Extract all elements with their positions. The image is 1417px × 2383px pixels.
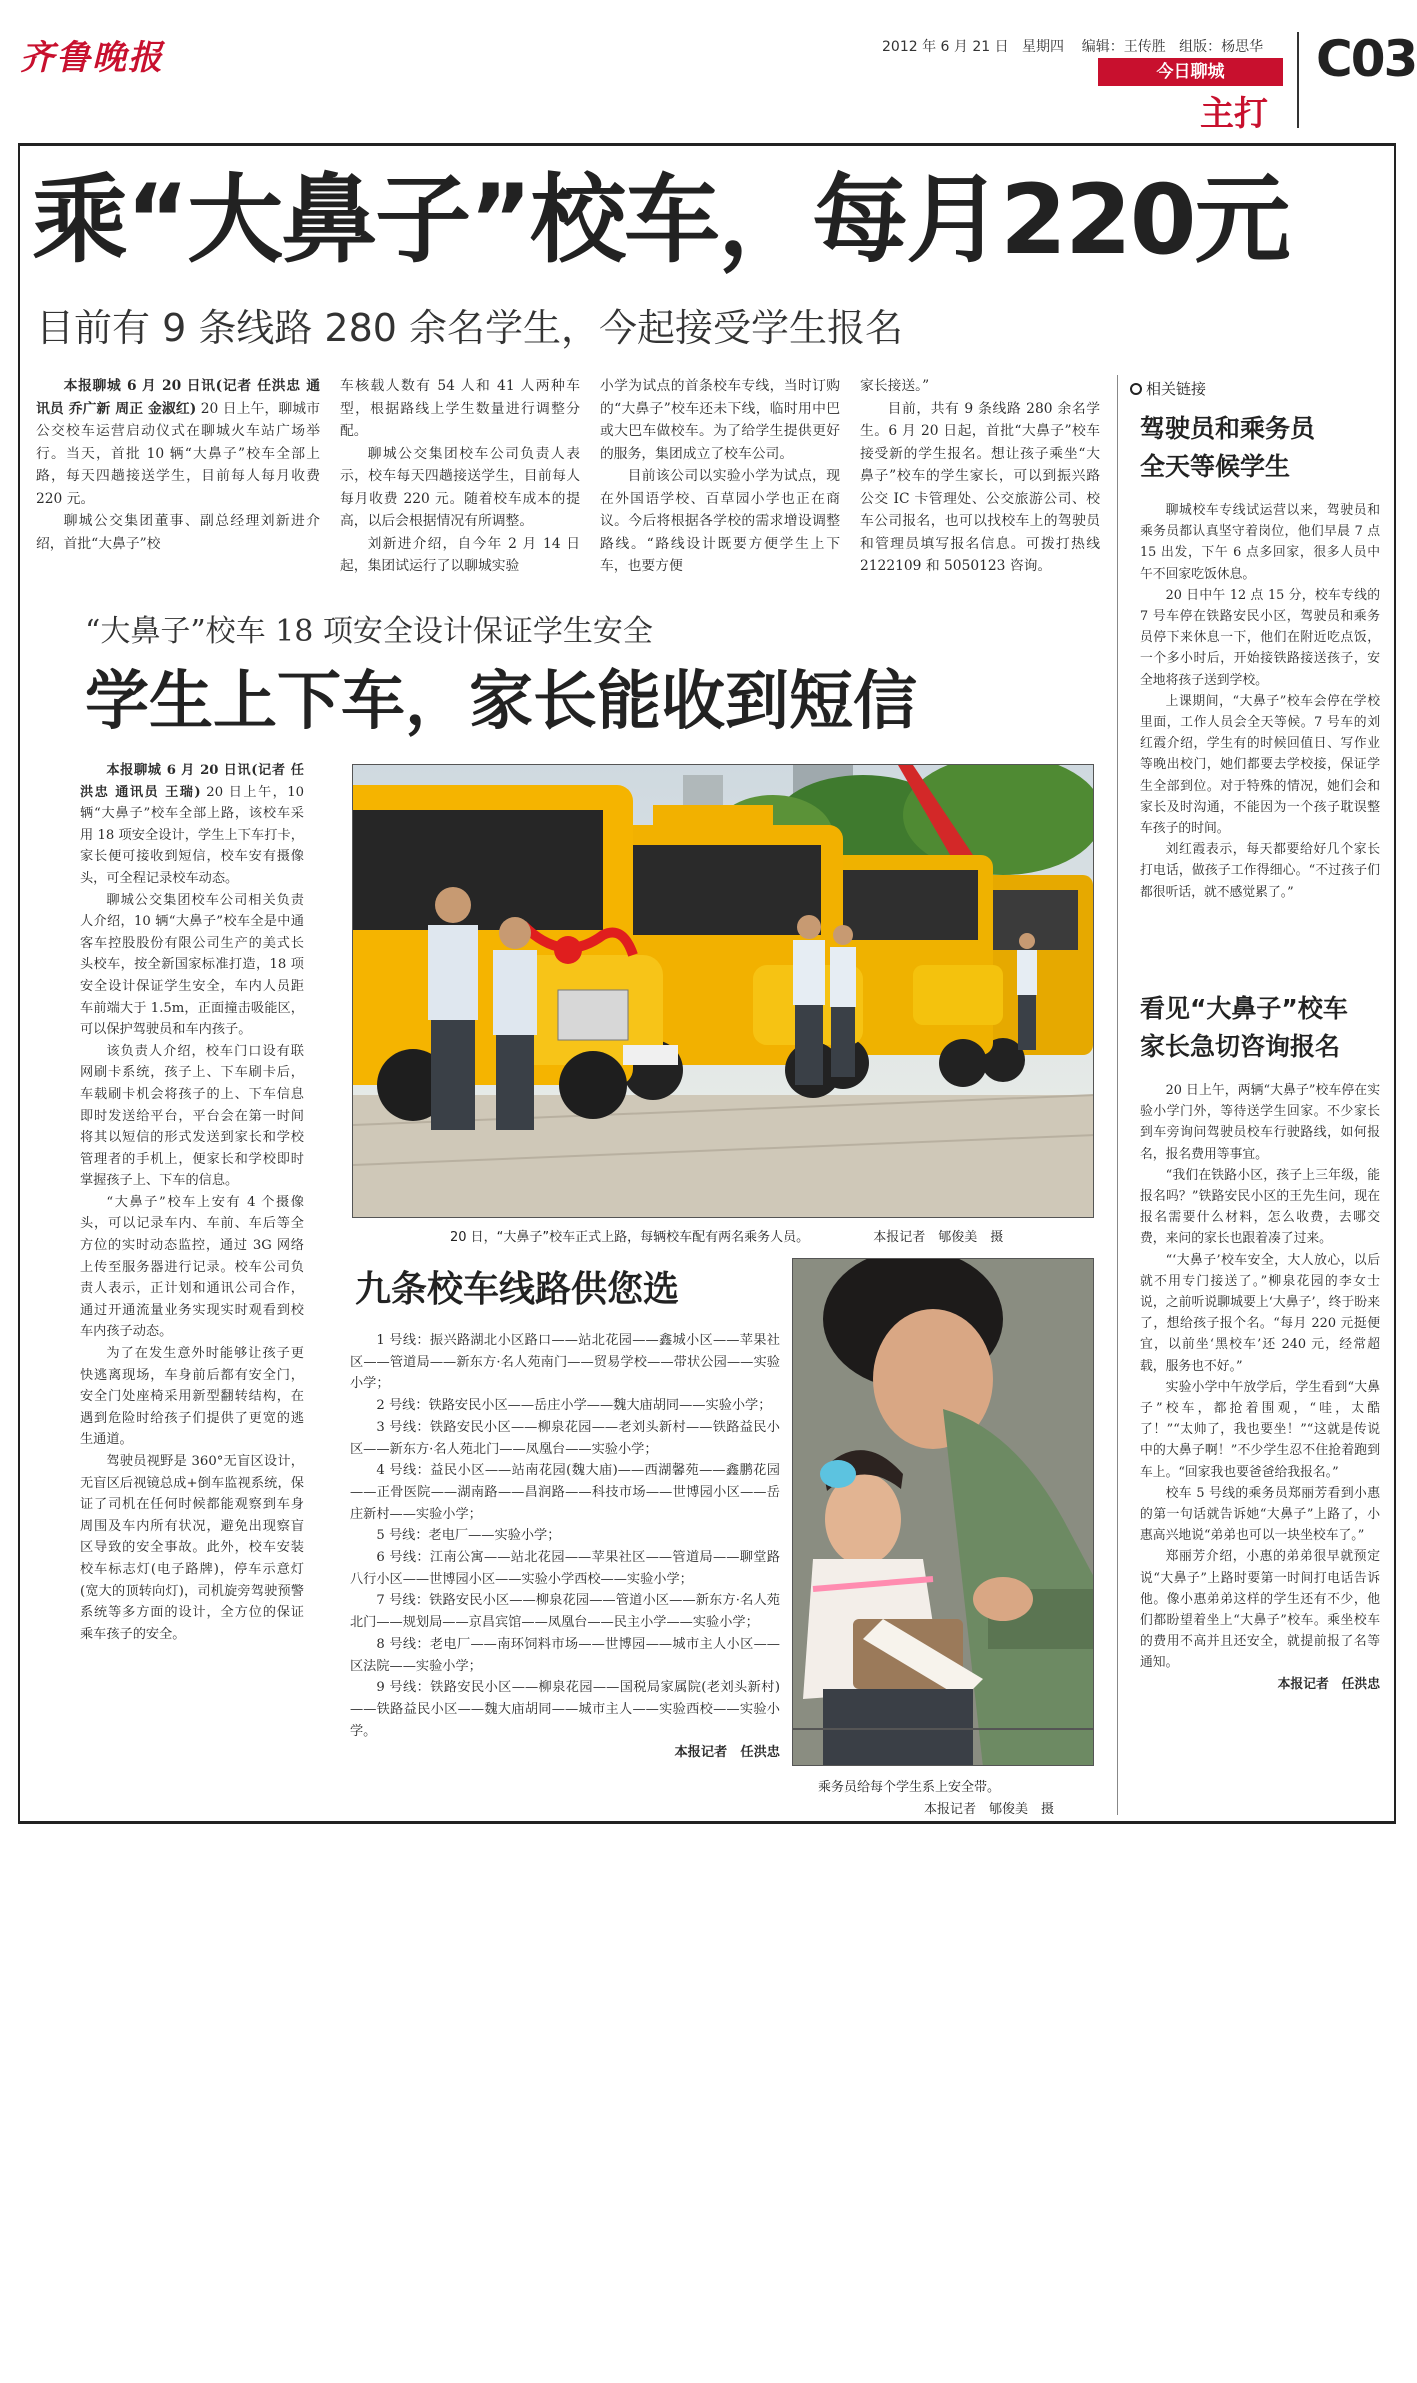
related-link-label xyxy=(1130,378,1206,399)
editor: 编辑：王传胜 xyxy=(1081,39,1166,55)
bus-photo xyxy=(352,764,1094,1218)
paragraph: 实验小学中午放学后，学生看到“大鼻子”校车，都抢着围观，“哇，太酷了！”“太帅了，我也要坐！”“这就是传说中的大鼻子啊！”不少学生忍不住抢着跑到车上。“回家我也要爸爸给我报名。” xyxy=(1140,1379,1380,1480)
sidebar-headline-2 xyxy=(1140,990,1348,1066)
paragraph: 聊城校车专线试运营以来，驾驶员和乘务员都认真坚守着岗位，他们早晨 7 点 15 出发，下午 6 点多回家，很多人员中午不回家吃饭休息。 xyxy=(1140,503,1380,582)
frame-bottom xyxy=(18,1821,1396,1824)
routes-credit: 本报记者 任洪忠 xyxy=(674,1745,780,1761)
paragraph: 聊城公交集团董事、副总经理刘新进介绍，首批“大鼻子”校 xyxy=(36,513,320,552)
paragraph: 20 日上午，两辆“大鼻子”校车停在实验小学门外，等待送学生回家。不少家长到车旁询问驾驶员校车行驶路线，如何报名，报名费用等事宜。 xyxy=(1140,1083,1380,1162)
bus-photo-caption xyxy=(450,1226,1003,1245)
paragraph: 车核载人数有 54 人和 41 人两种车型，根据路线上学生数量进行调整分配。 xyxy=(340,378,580,439)
photo-credit: 本报记者 郇俊美 摄 xyxy=(873,1230,1004,1245)
routes-heading: 九条校车线路供您选 xyxy=(355,1269,680,1310)
related-link-text: 相关链接 xyxy=(1146,380,1207,398)
main-col-2 xyxy=(340,375,580,585)
paragraph: 郑丽芳介绍，小惠的弟弟很早就预定说“大鼻子”上路时要第一时间打电话告诉他。像小惠弟弟这样的学生还有不少，他们都盼望着坐上“大鼻子”校车。乘坐校车的费用不高并且还安全，就提前报了名等通知。 xyxy=(1140,1549,1380,1671)
paragraph: 驾驶员视野是 360°无盲区设计，无盲区后视镜总成+倒车监视系统，保证了司机在任何时候都能观察到车身周围及车内所有状况，避免出现察盲区导致的安全事故。此外，校车安装校车标志灯(电子路牌)，停车示意灯(宽大的顶转向灯)，司机旋旁驾驶预警系统等多方面的设计，全方位的保证乘车孩子的安全。 xyxy=(80,1454,304,1642)
main-subheadline: 目前有 9 条线路 280 余名学生，今起接受学生报名 xyxy=(36,306,904,350)
seatbelt-photo xyxy=(792,1258,1094,1766)
main-col-3 xyxy=(600,375,840,585)
paragraph: “大鼻子”校车上安有 4 个摄像头，可以记录车内、车前、车后等全方位的实时动态监控，通过 3G 网络上传至服务器进行记录。校车公司负责人表示，正计划和通讯公司合作，通过开通流量业务实现实时观看到校车内孩子动态。 xyxy=(80,1194,304,1340)
paragraph: 刘红霞表示，每天都要给好几个家长打电话，做孩子工作得细心。“不过孩子们都很听话，就不感觉累了。” xyxy=(1140,842,1380,900)
route-item: 2 号线：铁路安民小区——岳庄小学——魏大庙胡同——实验小学； xyxy=(376,1398,772,1414)
headline-line: 全天等候学生 xyxy=(1140,452,1291,481)
paragraph: 为了在发生意外时能够让孩子更快逃离现场，车身前后都有安全门，安全门处座椅采用新型翻转结构，在遇到危险时给孩子们提供了更宽的逃生通道。 xyxy=(80,1346,304,1448)
date: 2012 年 6 月 21 日 xyxy=(882,39,1009,55)
bullet-icon xyxy=(1130,383,1142,395)
paragraph: 校车 5 号线的乘务员郑丽芳看到小惠的第一句话就告诉她“大鼻子”上路了，小惠高兴地说“弟弟也可以一块坐校车了。” xyxy=(1140,1485,1380,1544)
sidebar-article-2 xyxy=(1140,1080,1380,1810)
sub-section-label: 主打 xyxy=(1200,94,1268,134)
paragraph: 20 日上午，10 辆“大鼻子”校车全部上路，该校车采用 18 项安全设计，学生上下车打卡，家长便可接收到短信，校车安有摄像头，可全程记录校车动态。 xyxy=(80,784,304,886)
sidebar-divider xyxy=(1117,375,1118,1815)
main-headline: 乘“大鼻子”校车，每月220元 xyxy=(32,164,1289,276)
seatbelt-photo-credit: 本报记者 郇俊美 摄 xyxy=(924,1802,1055,1817)
second-story-headline: 学生上下车，家长能收到短信 xyxy=(85,665,917,739)
sidebar-headline-1 xyxy=(1140,410,1315,486)
bus-photo-illustration xyxy=(353,765,1094,1218)
route-item: 8 号线：老电厂——南环饲料市场——世博园——城市主人小区——区法院——实验小学； xyxy=(350,1636,780,1674)
paragraph: “我们在铁路小区，孩子上三年级，能报名吗？”铁路安民小区的王先生问，现在报名需要什么材料，怎么收费，去哪交费，来问的家长也跟着凑了过来。 xyxy=(1140,1167,1380,1247)
designer: 组版：杨思华 xyxy=(1179,39,1264,55)
frame-left xyxy=(18,143,20,1823)
paragraph: 上课期间，“大鼻子”校车会停在学校里面，工作人员会全天等候。7 号车的刘红霞介绍，学生有的时候回值日、写作业等晚出校门，她们都要去学校接，保证学生全部到位。对于特殊的情况，她们会和家长及时沟通，不能因为一个孩子耽误整车孩子的时间。 xyxy=(1140,693,1380,837)
headline-line: 看见“大鼻子”校车 xyxy=(1140,994,1348,1023)
paragraph: 刘新进介绍，自今年 2 月 14 日起，集团试运行了以聊城实验 xyxy=(340,535,580,574)
second-story-body xyxy=(80,760,304,1810)
caption-text: 20 日，“大鼻子”校车正式上路，每辆校车配有两名乘务人员。 xyxy=(450,1230,810,1245)
second-story-kicker: “大鼻子”校车 18 项安全设计保证学生安全 xyxy=(85,614,653,649)
page-number: C03 xyxy=(1316,30,1417,88)
seatbelt-photo-caption: 乘务员给每个学生系上安全带。 xyxy=(818,1780,1001,1795)
paragraph: 目前，共有 9 条线路 280 余名学生。6 月 20 日起，首批“大鼻子”校车接受新的学生报名。想让孩子乘坐“大鼻子”校车的学生家长，可以到振兴路公交 IC 卡管理处、公交旅游公司、校车公司报名，也可以找校车上的驾驶员和管理员填写报名信息。可拨打热线 2122109 和 5050123 咨询。 xyxy=(860,400,1100,574)
paragraph: 家长接送。” xyxy=(860,378,930,394)
headline-line: 驾驶员和乘务员 xyxy=(1140,414,1316,443)
sidebar-credit: 本报记者 任洪忠 xyxy=(1277,1676,1380,1692)
seatbelt-photo-illustration xyxy=(793,1259,1094,1766)
weekday: 星期四 xyxy=(1021,39,1064,55)
section-badge: 今日聊城 xyxy=(1098,58,1283,86)
dateline: 本报聊城 6 月 20 日讯(记者 任洪忠 通讯员 王瑞) xyxy=(80,763,304,800)
sidebar-article-1 xyxy=(1140,500,1380,970)
route-item: 4 号线：益民小区——站南花园(魏大庙)——西湖馨苑——鑫鹏花园——正骨医院——湖南路——昌润路——科技市场——世博园小区——岳庄新村——实验小学； xyxy=(350,1463,780,1522)
frame-right xyxy=(1394,143,1396,1823)
paragraph: 该负责人介绍，校车门口设有联网刷卡系统，孩子上、下车刷卡后，车载刷卡机会将孩子的上、下车信息即时发送给平台，平台会在第一时间将其以短信的形式发送到家长和学校管理者的手机上，便家长和学校即时掌握孩子上、下车的信息。 xyxy=(80,1043,304,1189)
routes-list xyxy=(350,1330,780,1820)
dateline: 本报聊城 6 月 20 日讯(记者 任洪忠 通讯员 乔广新 周正 金淑红) xyxy=(36,378,320,417)
headline-line: 家长急切咨询报名 xyxy=(1140,1032,1341,1061)
paragraph: “‘大鼻子’校车安全，大人放心，以后就不用专门接送了。”柳泉花园的李女士说，之前听说聊城要上‘大鼻子’，终于盼来了，想给孩子报个名。“每月 220 元挺便宜，以前坐‘黑校车’还 240 元，经常超载，服务也不好。” xyxy=(1140,1252,1380,1374)
main-col-4 xyxy=(860,375,1100,585)
paragraph: 聊城公交集团校车公司相关负责人介绍，10 辆“大鼻子”校车全是中通客车控股股份有限公司生产的美式长头校车，按全新国家标准打造，18 项安全设计保证学生安全，车内人员距车前端大于 1.5m，正面撞击吸能区，可以保护驾驶员和车内孩子。 xyxy=(80,892,304,1038)
header-dateline xyxy=(882,36,1263,56)
paragraph: 小学为试点的首条校车专线，当时订购的“大鼻子”校车还未下线，临时用中巴或大巴车做校车。为了给学生提供更好的服务，集团成立了校车公司。 xyxy=(600,378,840,462)
route-item: 5 号线：老电厂——实验小学； xyxy=(376,1528,561,1544)
route-item: 1 号线：振兴路湖北小区路口——站北花园——鑫城小区——苹果社区——管道局——新东方·名人苑南门——贸易学校——带状公园——实验小学； xyxy=(350,1333,780,1392)
header-divider xyxy=(1297,32,1299,128)
route-item: 3 号线：铁路安民小区——柳泉花园——老刘头新村——铁路益民小区——新东方·名人苑北门——凤凰台——实验小学； xyxy=(350,1419,780,1457)
route-item: 6 号线：江南公寓——站北花园——苹果社区——管道局——聊堂路八行小区——世博园小区——实验小学西校——实验小学； xyxy=(350,1550,780,1587)
route-item: 9 号线：铁路安民小区——柳泉花园——国税局家属院(老刘头新村)——铁路益民小区——魏大庙胡同——城市主人——实验西校——实验小学。 xyxy=(350,1680,780,1739)
paragraph: 20 日上午，聊城市公交校车运营启动仪式在聊城火车站广场举行。当天，首批 10 辆“大鼻子”校车全部上路，每天四趟接送学生，目前每人每月收费 220 元。 xyxy=(36,400,320,507)
frame-top xyxy=(18,143,1396,146)
masthead-logo: 齐鲁晚报 xyxy=(20,38,164,78)
paragraph: 聊城公交集团校车公司负责人表示，校车每天四趟接送学生，目前每人每月收费 220 元。随着校车成本的提高，以后会根据情况有所调整。 xyxy=(340,445,580,529)
paragraph: 20 日中午 12 点 15 分，校车专线的 7 号车停在铁路安民小区，驾驶员和乘务员停下来休息一下，他们在附近吃点饭，一个多小时后，开始接铁路接送孩子，安全地将孩子送到学校。 xyxy=(1140,587,1380,688)
paragraph: 目前该公司以实验小学为试点，现在外国语学校、百草园小学也正在商议。今后将根据各学校的需求增设调整路线。“路线设计既要方便学生上下车，也要方便 xyxy=(600,468,840,574)
main-col-1 xyxy=(36,375,320,585)
route-item: 7 号线：铁路安民小区——柳泉花园——管道小区——新东方·名人苑北门——规划局——京昌宾馆——凤凰台——民主小学——实验小学； xyxy=(350,1593,780,1631)
